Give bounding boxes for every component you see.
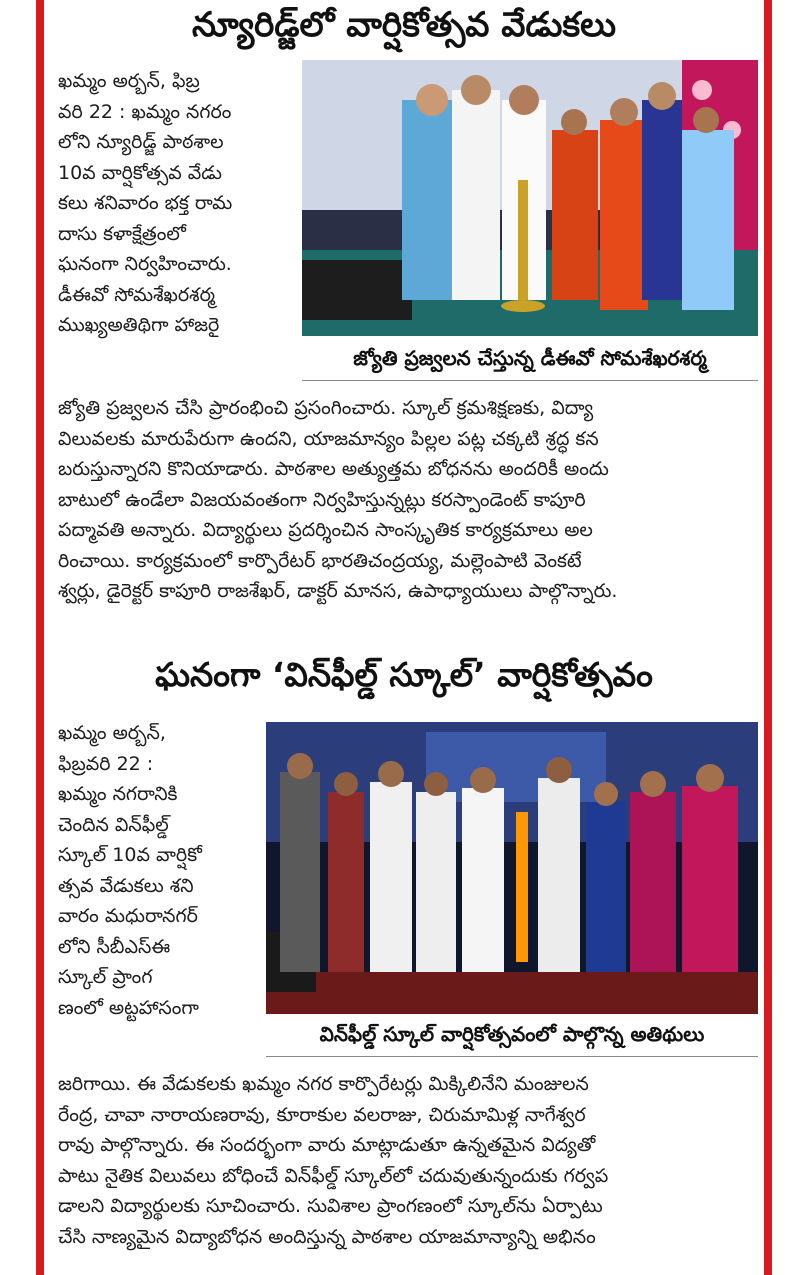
article1-column-line: డీఈవో సోమశేఖరశర్మ <box>58 283 216 306</box>
article2-photo-caption: విన్‌ఫీల్డ్ స్కూల్ వార్షికోత్సవంలో పాల్గొన్న అతిథులు <box>319 1022 705 1046</box>
article2-column-line: చెందిన విన్‌ఫీల్డ్ <box>58 813 169 836</box>
article2-photo <box>266 722 758 1014</box>
article2-column-line: లోని సీబీఎస్ఈ <box>58 935 171 958</box>
article1-column-line: ముఖ్యఅతిథిగా హాజరై <box>58 314 220 336</box>
article2-column-line: ఫిబ్రవరి 22 : <box>58 752 154 775</box>
article1-body-line: జ్యోతి ప్రజ్వలన చేసి ప్రారంభించి ప్రసంగించారు. స్కూల్ క్రమశిక్షణకు, విద్యా <box>58 397 594 419</box>
article2-column-text <box>58 718 260 1023</box>
article1-column-line: దాసు కళాక్షేత్రంలో <box>58 222 186 245</box>
article1-column-line: ఘనంగా నిర్వహించారు. <box>58 253 232 275</box>
clipping-content <box>50 0 758 1275</box>
article2-column-line: త్సవ వేడుకలు శని <box>58 874 194 897</box>
article1-photo-caption: జ్యోతి ప్రజ్వలన చేస్తున్న డీఈవో సోమశేఖరశర్మ <box>353 346 707 370</box>
article1-body-line: బరుస్తున్నారని కొనియాడారు. పాఠశాల అత్యుత్తమ బోధనను అందరికీ అందు <box>58 458 609 480</box>
article1-body-line: రించాయి. కార్యక్రమంలో కార్పొరేటర్ భారతిచంద్రయ్య, మల్లెంపాటి వెంకటే <box>58 549 582 572</box>
article2-body-line: జరిగాయి. ఈ వేడుకలకు ఖమ్మం నగర కార్పొరేటర్లు మిక్కిలినేని మంజులన <box>58 1073 589 1095</box>
article2-body-line: రేంద్ర, చావా నారాయణరావు, కూరాకుల వలరాజు, చిరుమామిళ్ల నాగేశ్వర <box>58 1103 586 1126</box>
article2-column-line: స్కూల్ ప్రాంగ <box>58 966 153 988</box>
article1-column-text <box>58 66 298 341</box>
article1-headline: న్యూరిడ్జ్‌లో వార్షికోత్సవ వేడుకలు <box>192 5 616 45</box>
article1-body-line: బాటులో ఉండేలా విజయవంతంగా నిర్వహిస్తున్నట్లు కరస్పాండెంట్ కాపూరి <box>58 488 586 511</box>
article1-body-line: శ్వర్లు, డైరెక్టర్ కాపూరి రాజశేఖర్, డాక్టర్ మానస, ఉపాధ్యాయులు పాల్గొన్నారు. <box>58 580 618 602</box>
article1-photo <box>302 60 758 336</box>
article2-body-line: డాలని విద్యార్థులకు సూచించారు. సువిశాల ప్రాంగణంలో స్కూల్‌ను ఏర్పాటు <box>58 1195 603 1217</box>
article1-body-line: పద్మావతి అన్నారు. విద్యార్థులు ప్రదర్శించిన సాంస్కృతిక కార్యక్రమాలు అల <box>58 519 593 541</box>
article2-column-line: ణంలో అట్టహాసంగా <box>58 996 199 1019</box>
article1-column-line: కలు శనివారం భక్త రామ <box>58 192 233 214</box>
article1-column-line: వరి 22 : ఖమ్మం నగరం <box>58 100 232 123</box>
right-red-border <box>764 0 772 1275</box>
article2-column-line: ఖమ్మం నగరానికి <box>58 783 178 805</box>
article2-column-line: స్కూల్ 10వ వార్షికో <box>58 844 202 866</box>
article1-column-line: లోని న్యూరిడ్జ్ పాఠశాల <box>58 131 224 153</box>
article2-column-line: ఖమ్మం అర్బన్, <box>58 722 166 744</box>
article1-body-line: విలువలకు మారుపేరుగా ఉందని, యాజమాన్యం పిల్లల పట్ల చక్కటి శ్రద్ధ కన <box>58 427 599 450</box>
left-red-border <box>36 0 44 1275</box>
article2-body-line: చేసి నాణ్యమైన విద్యాబోధన అందిస్తున్న పాఠశాల యాజమాన్యాన్ని అభినం <box>58 1225 596 1248</box>
caption-underline <box>302 380 758 381</box>
article1-column-line: ఖమ్మం అర్బన్, ఫిబ్ర <box>58 70 200 92</box>
article2-headline: ఘనంగా ‘విన్‌ఫీల్డ్ స్కూల్’ వార్షికోత్సవం <box>155 655 653 694</box>
article2-body-line: పాటు నైతిక విలువలు బోధించే విన్‌ఫీల్డ్ స్కూల్‌లో చదువుతున్నందుకు గర్వప <box>58 1164 609 1187</box>
article1-column-line: 10వ వార్షికోత్సవ వేడు <box>58 161 222 184</box>
article1-body-text <box>58 393 756 607</box>
article2-body-line: రావు పాల్గొన్నారు. ఈ సందర్భంగా వారు మాట్లాడుతూ ఉన్నతమైన విద్యతో <box>58 1134 596 1156</box>
caption-underline <box>266 1056 758 1057</box>
article2-body-text <box>58 1069 756 1252</box>
article2-column-line: వారం మధురానగర్ <box>58 905 198 927</box>
